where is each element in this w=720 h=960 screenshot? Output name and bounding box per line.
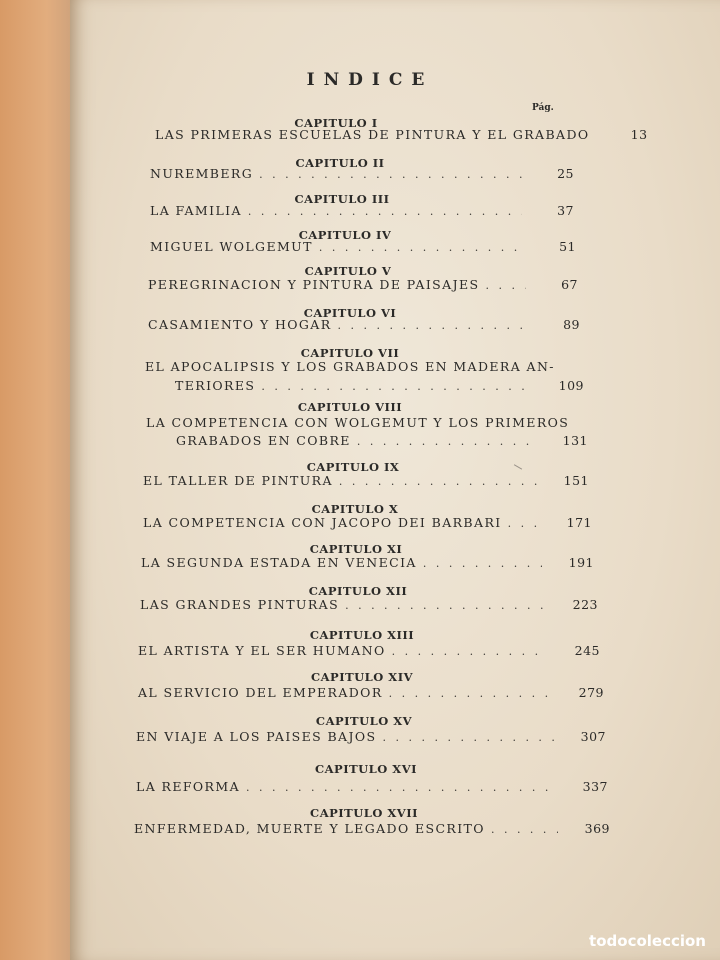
toc-entry[interactable] [136,729,606,747]
entry-page-number: 307 [580,729,606,744]
chapter-heading: CAPITULO XIV [310,670,414,684]
entry-page-number: 369 [584,821,610,836]
chapter-heading: CAPITULO VI [303,306,397,320]
toc-entry[interactable] [155,127,648,145]
entry-title: EN VIAJE A LOS PAISES BAJOS [136,729,377,744]
entry-title: GRABADOS EN COBRE [176,433,351,448]
toc-entry[interactable] [148,317,580,335]
entry-title: LAS PRIMERAS ESCUELAS DE PINTURA Y EL GRABADO [155,127,590,142]
entry-title-line[interactable]: LA COMPETENCIA CON WOLGEMUT Y LOS PRIMEROS [146,415,570,430]
chapter-heading: CAPITULO X [311,502,399,516]
chapter-heading: CAPITULO VII [300,346,400,360]
chapter-heading: CAPITULO XI [309,542,403,556]
entry-title: PEREGRINACION Y PINTURA DE PAISAJES [148,277,480,292]
toc-entry[interactable] [143,473,589,491]
chapter-heading: CAPITULO VIII [297,400,403,414]
dot-leader [261,380,532,393]
entry-page-number: 131 [562,433,588,448]
entry-title: MIGUEL WOLGEMUT [150,239,313,254]
toc-entry[interactable] [134,821,610,839]
entry-title: LAS GRANDES PINTURAS [140,597,340,612]
dot-leader [389,687,552,700]
toc-entry[interactable] [138,643,600,661]
entry-page-number: 279 [578,685,604,700]
entry-page-number: 37 [557,203,574,218]
entry-page-number: 25 [557,166,574,181]
index-title: INDICE [306,70,434,90]
dot-leader [392,645,548,658]
toc-entry[interactable] [138,685,604,703]
dot-leader [423,557,542,570]
entry-page-number: 13 [630,127,648,142]
chapter-heading: CAPITULO IX [306,460,400,474]
entry-title: ENFERMEDAD, MUERTE Y LEGADO ESCRITO [134,821,485,836]
toc-entry[interactable] [150,239,576,257]
entry-title-line[interactable]: EL APOCALIPSIS Y LOS GRABADOS EN MADERA AN- [145,359,555,374]
toc-entry[interactable] [141,555,594,573]
toc-entry[interactable] [176,433,588,451]
chapter-heading: CAPITULO III [294,192,390,206]
chapter-heading: CAPITULO II [295,156,385,170]
toc-entry[interactable] [175,378,584,396]
entry-page-number: 191 [568,555,594,570]
entry-page-number: 171 [566,515,592,530]
entry-title: LA REFORMA [136,779,240,794]
chapter-heading: CAPITULO XVII [310,806,418,820]
entry-page-number: 51 [559,239,576,254]
dot-leader [383,731,554,744]
chapter-heading: CAPITULO XVI [314,762,418,776]
entry-title: EL ARTISTA Y EL SER HUMANO [138,643,386,658]
dot-leader [259,168,522,181]
entry-title: TERIORES [175,378,256,393]
dot-leader [248,205,522,218]
toc-entry[interactable] [140,597,598,615]
toc-entry[interactable] [150,166,574,184]
toc-entry[interactable] [136,779,608,797]
chapter-heading: CAPITULO XV [315,714,413,728]
entry-title: LA SEGUNDA ESTADA EN VENECIA [141,555,417,570]
entry-page-number: 67 [561,277,578,292]
entry-page-number: 109 [558,378,584,393]
toc-entry[interactable] [150,203,574,221]
entry-title: LA COMPETENCIA CON JACOPO DEI BARBARI [143,515,502,530]
chapter-heading: CAPITULO V [304,264,392,278]
toc-entry[interactable] [148,277,578,295]
entry-page-number: 89 [563,317,580,332]
dot-leader [339,475,537,488]
chapter-heading: CAPITULO I [294,116,378,130]
page-column-header: Pág. [532,103,554,113]
entry-title: LA FAMILIA [150,203,242,218]
entry-title: CASAMIENTO Y HOGAR [148,317,332,332]
toc-entry[interactable] [143,515,592,533]
entry-page-number: 337 [582,779,608,794]
dot-leader [345,599,546,612]
entry-title: EL TALLER DE PINTURA [143,473,333,488]
entry-page-number: 245 [574,643,600,658]
entry-page-number: 151 [563,473,589,488]
chapter-heading: CAPITULO IV [298,228,392,242]
chapter-heading: CAPITULO XIII [309,628,415,642]
dot-leader [508,517,540,530]
entry-title: AL SERVICIO DEL EMPERADOR [138,685,383,700]
dot-leader [485,279,526,292]
dot-leader [319,241,524,254]
entry-title: NUREMBERG [150,166,254,181]
dot-leader [357,435,536,448]
dot-leader [338,319,528,332]
watermark-logo: todocoleccion [589,932,706,950]
dot-leader [246,781,556,794]
chapter-heading: CAPITULO XII [308,584,408,598]
entry-page-number: 223 [572,597,598,612]
dot-leader [491,823,558,836]
